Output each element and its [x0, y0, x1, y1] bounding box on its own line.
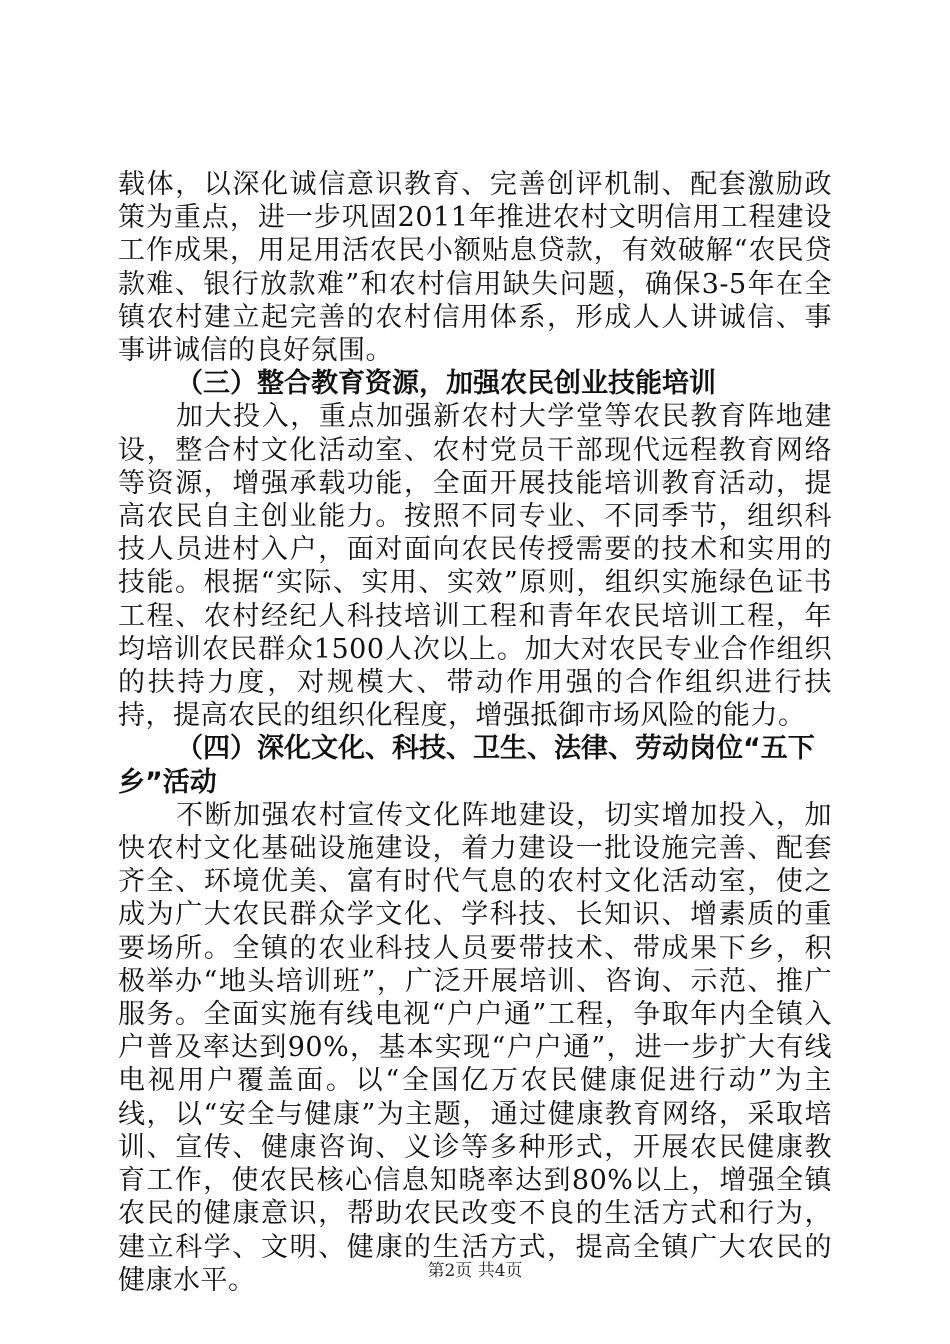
- paragraph-credit-system: 载体，以深化诚信意识教育、完善创评机制、配套激励政策为重点，进一步巩固2011年推进农村文明信用工程建设工作成果，用足用活农民小额贴息贷款，有效破解“农民贷款难、银行放款难”和农村信用缺失问题，确保3-5年在全镇农村建立起完善的农村信用体系，形成人人讲诚信、事事讲诚信的良好氛围。: [118, 169, 832, 367]
- section-heading-3: （三）整合教育资源，加强农民创业技能培训: [176, 368, 716, 400]
- paragraph-skills-training: 加大投入，重点加强新农村大学堂等农民教育阵地建设，整合村文化活动室、农村党员干部现代远程教育网络等资源，增强承载功能，全面开展技能培训教育活动，提高农民自主创业能力。按照不同专业、不同季节，组织科技人员进村入户，面对面向农民传授需要的技术和实用的技能。根据“实际、实用、实效”原则，组织实施绿色证书工程、农村经纪人科技培训工程和青年农民培训工程，年均培训农民群众1500人次以上。加大对农民专业合作组织的扶持力度，对规模大、带动作用强的合作组织进行扶持，提高农民的组织化程度，增强抵御市场风险的能力。: [118, 401, 832, 732]
- page-footer: 第2页 共4页: [427, 1261, 523, 1281]
- document-body: [118, 168, 832, 1297]
- section-heading-4: （四）深化文化、科技、卫生、法律、劳动岗位“五下乡”活动: [118, 733, 815, 798]
- paragraph-five-to-countryside: 不断加强农村宣传文化阵地建设，切实增加投入，加快农村文化基础设施建设，着力建设一批设施完善、配套齐全、环境优美、富有时代气息的农村文化活动室，使之成为广大农民群众学文化、学科技、长知识、增素质的重要场所。全镇的农业科技人员要带技术、带成果下乡，积极举办“地头培训班”，广泛开展培训、咨询、示范、推广服务。全面实施有线电视“户户通”工程，争取年内全镇入户普及率达到90%，基本实现“户户通”，进一步扩大有线电视用户覆盖面。以“全国亿万农民健康促进行动”为主线，以“安全与健康”为主题，通过健康教育网络，采取培训、宣传、健康咨询、义诊等多种形式，开展农民健康教育工作，使农民核心信息知晓率达到80%以上，增强全镇农民的健康意识，帮助农民改变不良的生活方式和行为，建立科学、文明、健康的生活方式，提高全镇广大农民的健康水平。: [118, 799, 832, 1296]
